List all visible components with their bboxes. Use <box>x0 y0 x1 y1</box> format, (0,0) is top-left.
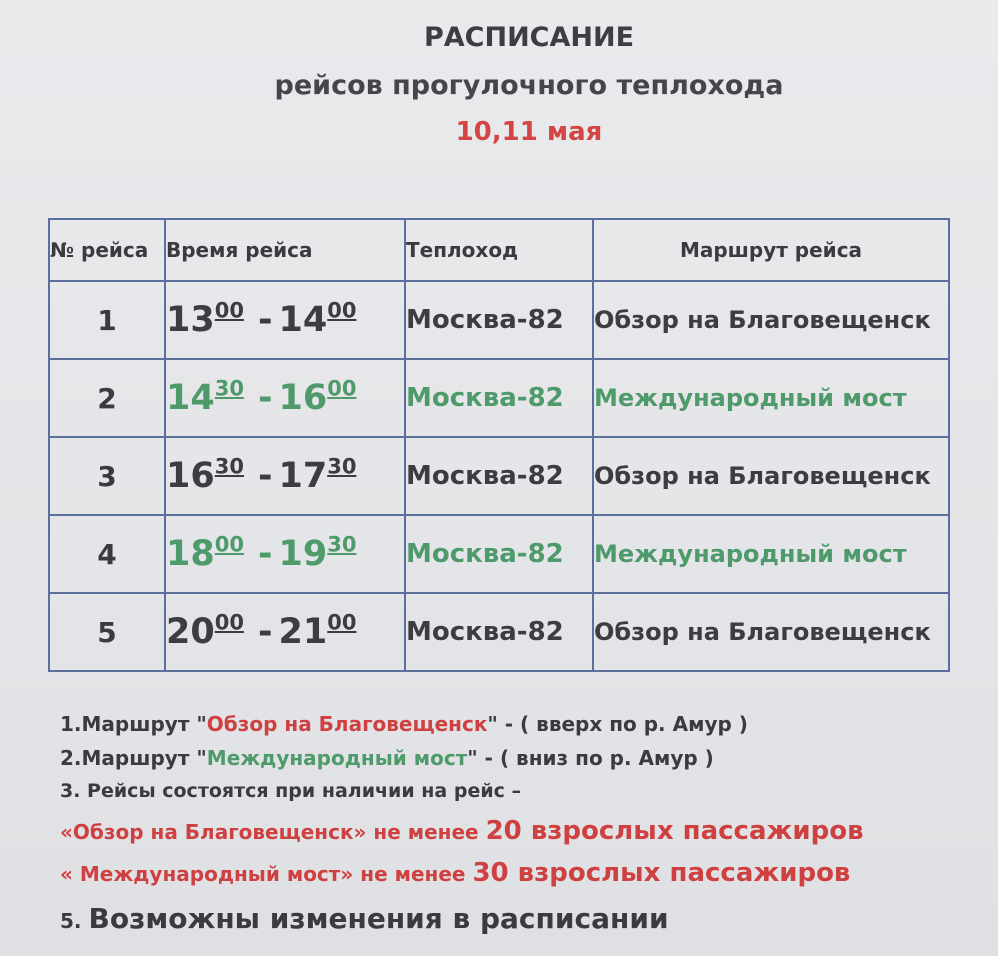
time-separator: - <box>257 612 273 652</box>
note-text: Возможны изменения в расписании <box>88 902 669 935</box>
trip-time <box>165 515 405 593</box>
route-name: Обзор на Благовещенск <box>593 281 949 359</box>
end-hour: 17 <box>278 456 328 496</box>
start-hour: 16 <box>166 456 215 496</box>
route-name: Обзор на Благовещенск <box>593 437 949 515</box>
time-separator: - <box>257 456 273 496</box>
table-row <box>49 359 949 437</box>
note-route-1 <box>60 712 980 746</box>
end-minute: 00 <box>327 610 357 635</box>
trip-number: 3 <box>49 437 165 515</box>
end-minute: 30 <box>327 532 357 557</box>
notes-block <box>60 712 980 935</box>
page-title: РАСПИСАНИЕ <box>423 22 635 53</box>
note-text: «Обзор на Благовещенск» не менее <box>60 820 486 844</box>
trip-number: 2 <box>49 359 165 437</box>
trip-number: 4 <box>49 515 165 593</box>
end-hour: 21 <box>278 612 328 652</box>
end-hour: 16 <box>278 378 328 418</box>
note-route-2 <box>60 746 980 780</box>
end-minute: 00 <box>327 376 357 401</box>
end-hour: 19 <box>278 534 328 574</box>
note-text: 1.Маршрут " <box>60 712 207 736</box>
trip-time <box>165 359 405 437</box>
table-row <box>49 593 949 671</box>
note-min-count: 30 взрослых пассажиров <box>472 858 851 888</box>
boat-name: Москва-82 <box>405 593 593 671</box>
time-separator: - <box>257 534 273 574</box>
trip-time <box>165 437 405 515</box>
start-hour: 13 <box>166 300 215 340</box>
end-hour: 14 <box>278 300 328 340</box>
schedule-table <box>48 218 950 672</box>
time-separator: - <box>257 378 273 418</box>
start-hour: 20 <box>166 612 215 652</box>
note-min-passengers-2 <box>60 858 980 902</box>
boat-name: Москва-82 <box>405 359 593 437</box>
note-text: « Международный мост» не менее <box>60 862 473 886</box>
note-conditions: 3. Рейсы состоятся при наличии на рейс – <box>60 780 522 802</box>
col-header-boat: Теплоход <box>405 219 593 281</box>
table-row <box>49 515 949 593</box>
note-text: 2.Маршрут " <box>60 746 207 770</box>
boat-name: Москва-82 <box>405 281 593 359</box>
time-separator: - <box>257 300 273 340</box>
start-hour: 14 <box>166 378 215 418</box>
end-minute: 30 <box>327 454 357 479</box>
route-name: Обзор на Благовещенск <box>593 593 949 671</box>
route-name: Международный мост <box>593 359 949 437</box>
start-minute: 00 <box>214 610 244 635</box>
trip-time <box>165 593 405 671</box>
note-text: " - ( вниз по р. Амур ) <box>467 746 714 770</box>
table-row <box>49 437 949 515</box>
start-minute: 00 <box>214 532 244 557</box>
col-header-number: № рейса <box>49 219 165 281</box>
note-number: 5. <box>60 909 89 933</box>
end-minute: 00 <box>327 298 357 323</box>
col-header-time: Время рейса <box>165 219 405 281</box>
table-header-row <box>49 219 949 281</box>
note-route-name: Международный мост <box>206 746 468 770</box>
trip-time <box>165 281 405 359</box>
start-minute: 30 <box>214 454 244 479</box>
boat-name: Москва-82 <box>405 515 593 593</box>
start-minute: 30 <box>214 376 244 401</box>
note-route-name: Обзор на Благовещенск <box>206 712 488 736</box>
boat-name: Москва-82 <box>405 437 593 515</box>
note-min-count: 20 взрослых пассажиров <box>485 816 864 846</box>
route-name: Международный мост <box>593 515 949 593</box>
note-text: " - ( вверх по р. Амур ) <box>487 712 748 736</box>
col-header-route: Маршрут рейса <box>593 219 949 281</box>
note-changes <box>60 902 980 935</box>
trip-number: 1 <box>49 281 165 359</box>
schedule-dates: 10,11 мая <box>455 117 603 147</box>
start-minute: 00 <box>214 298 244 323</box>
note-min-passengers-1 <box>60 816 980 858</box>
page-subtitle: рейсов прогулочного теплохода <box>274 70 784 101</box>
table-row <box>49 281 949 359</box>
trip-number: 5 <box>49 593 165 671</box>
start-hour: 18 <box>166 534 215 574</box>
